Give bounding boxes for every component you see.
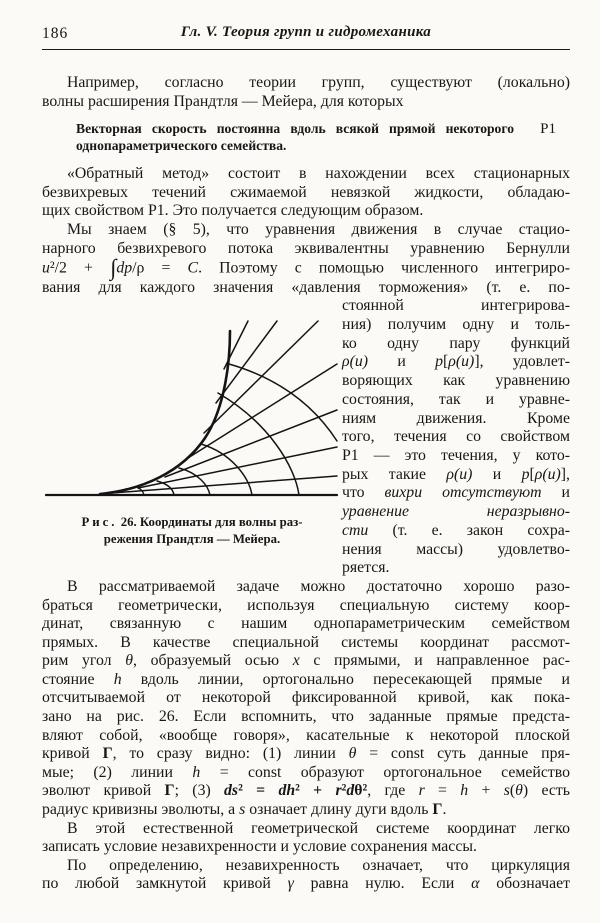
text-line: рим угол θ, образуемый осью x с прямыми, и направленное рас- bbox=[42, 652, 570, 670]
envelope-curve bbox=[100, 331, 230, 494]
figure-26-drawing bbox=[44, 319, 339, 504]
tangent-line bbox=[204, 321, 318, 433]
paragraph-5 bbox=[42, 820, 570, 857]
text-line: что вихри отсутствуют и bbox=[342, 484, 570, 502]
text-line: ρ(u) и p[ρ(u)], удовлет- bbox=[342, 353, 570, 371]
text-line: воряющих как уравнению bbox=[342, 372, 570, 390]
wrapped-column-text bbox=[342, 297, 570, 578]
figure-caption-line: режения Прандтля — Мейера. bbox=[103, 531, 281, 546]
text-line: «Обратный метод» состоит в нахождении всех стационарных bbox=[67, 165, 570, 183]
text-line: стоянной интегрирова- bbox=[342, 297, 570, 315]
text-line: ниям движения. Кроме bbox=[342, 409, 570, 427]
text-line: уравнение неразрывно- bbox=[342, 503, 570, 521]
text-line: безвихревых течений сжимаемой невязкой жидкости, обладаю- bbox=[42, 183, 570, 201]
tangent-line bbox=[188, 364, 337, 458]
text-line: сти (т. е. закон сохра- bbox=[342, 521, 570, 539]
text-line: волны расширения Прандтля — Мейера, для которых bbox=[42, 92, 404, 110]
text-line: ния) получим одну и толь- bbox=[342, 316, 570, 334]
text-line: того, течения со свойством bbox=[342, 428, 570, 446]
paragraph-1 bbox=[42, 74, 570, 111]
text-line: кривой Γ, то сразу видно: (1) линии θ = const суть данные пря- bbox=[42, 745, 571, 763]
text-line: Например, согласно теории групп, существуют (локально) bbox=[67, 74, 570, 91]
text-line: В рассматриваемой задаче можно достаточно хорошо разо- bbox=[67, 577, 570, 595]
paragraph-3 bbox=[42, 221, 570, 297]
paragraph-2 bbox=[42, 165, 570, 221]
tangent-line bbox=[224, 321, 248, 369]
text-line: по любой замкнутой кривой γ равна нулю. Если α обозначает bbox=[42, 875, 571, 893]
running-title: Гл. V. Теория групп и гидромеханика bbox=[180, 24, 432, 40]
text-line: вляют собой, «вообще говоря», касательные к некоторой плоской bbox=[42, 726, 570, 744]
text-line: нарного безвихревого потока эквивалентны уравнению Бернулли bbox=[42, 239, 570, 257]
text-line: щих свойством P1. Это получается следующим образом. bbox=[42, 202, 424, 220]
text-line: эволют кривой Γ; (3) ds² = dh² + r²dθ², где r = h + s(θ) есть bbox=[42, 782, 570, 800]
text-line: отсчитываемой от некоторой фиксированной кривой, как пока- bbox=[42, 689, 570, 707]
paragraph-4 bbox=[42, 578, 570, 820]
text-line: По определению, незавихренность означает, что циркуляция bbox=[67, 856, 570, 874]
text-line: радиус кривизны эволюты, а s означает длину дуги вдоль Γ. bbox=[42, 801, 447, 819]
text-line: ряется. bbox=[342, 559, 390, 577]
header-rule bbox=[42, 49, 570, 50]
page-number: 186 bbox=[42, 25, 69, 42]
text-line: записать условие незавихренности и условие сохранения массы. bbox=[42, 838, 477, 856]
text-line: браться геометрически, используя специальную систему коор- bbox=[42, 596, 570, 614]
text-line: прямых. В качестве специальной системы координат рассмот- bbox=[42, 633, 570, 651]
paragraph-6 bbox=[42, 857, 570, 894]
figure-26 bbox=[42, 297, 342, 578]
text-line: мые; (2) линии h = const образуют ортогональное семейство bbox=[42, 763, 570, 781]
text-line: Векторная скорость постоянна вдоль всякой прямой некоторого bbox=[76, 121, 514, 137]
orthogonal-arc bbox=[179, 468, 210, 495]
p1-statement-text bbox=[76, 120, 514, 154]
orthogonal-arc bbox=[229, 364, 337, 441]
text-line: зано на рис. 26. Если вспомнить, что заданные прямые предста- bbox=[42, 708, 570, 726]
p1-statement bbox=[42, 120, 570, 154]
text-line: динат, связанную с нашим однопараметрическим семейством bbox=[42, 615, 570, 633]
text-line: Мы знаем (§ 5), что уравнения движения в случае стацио- bbox=[67, 220, 570, 238]
figure-caption bbox=[42, 514, 342, 547]
figure-text-wrap bbox=[42, 297, 570, 578]
text-line: P1 — это течения, у кото- bbox=[342, 446, 570, 464]
text-line: ко одну пару функций bbox=[342, 334, 570, 352]
text-line: u²/2 + ∫dp/ρ = C. Поэтому с помощью численного интегриро- bbox=[42, 255, 570, 281]
text-line: однопараметрического семейства. bbox=[76, 138, 287, 154]
text-line: рых такие ρ(u) и p[ρ(u)], bbox=[342, 465, 570, 483]
text-line: состояния, так и уравне- bbox=[342, 390, 570, 408]
text-line: нения массы) удовлетво- bbox=[342, 540, 570, 558]
text-line: В этой естественной геометрической системе координат легко bbox=[67, 819, 570, 837]
text-line: вания для каждого значения «давления торможения» (т. е. по- bbox=[42, 278, 570, 296]
tangent-line bbox=[165, 410, 337, 477]
page-header bbox=[42, 24, 570, 44]
p1-label: P1 bbox=[540, 121, 556, 138]
text-line: стояние h вдоль линии, ортогонально пересекающей прямые и bbox=[42, 670, 570, 688]
figure-caption-line: Рис. 26. Координаты для волны раз- bbox=[81, 515, 303, 530]
